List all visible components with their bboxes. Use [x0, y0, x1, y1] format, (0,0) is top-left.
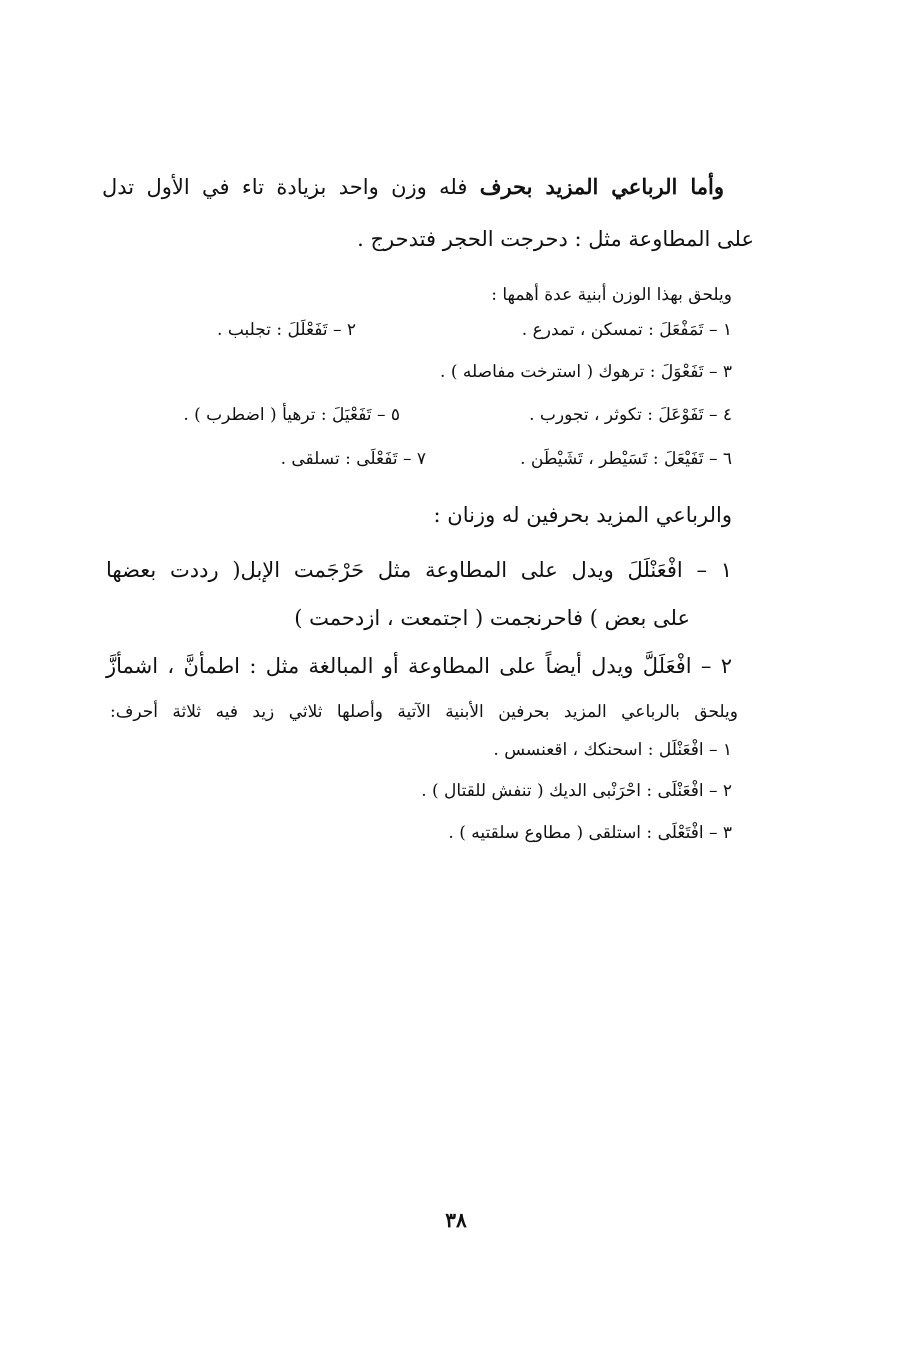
paragraph-lead-rest: فله وزن واحد بزيادة تاء في الأول تدل: [102, 175, 480, 199]
list1-item-1: ١ – تَمَفْعَلَ : تمسكن ، تمدرع .: [521, 320, 732, 340]
list2-intro: ويلحق بالرباعي المزيد بحرفين الأبنية الآتية وأصلها ثلاثي زيد فيه ثلاثة أحرف:: [110, 702, 738, 722]
list1-intro: ويلحق بهذا الوزن أبنية عدة أهمها :: [491, 285, 732, 305]
paragraph-line-2: على المطاوعة مثل : دحرجت الحجر فتدحرج .: [357, 227, 754, 251]
list1-item-5: ٥ – تَفَعْيَلَ : ترهيأ ( اضطرب ) .: [183, 405, 400, 425]
paragraph2-item-1-line-2: على بعض ) فاحرنجمت ( اجتمعت ، ازدحمت ): [294, 606, 690, 630]
list2-item-3: ٣ – افْتَعْلَى : استلقى ( مطاوع سلقتيه ) .: [448, 823, 732, 843]
list1-item-3: ٣ – تَفَعْوَلَ : ترهوك ( استرخت مفاصله ) .: [440, 362, 732, 382]
list1-item-4: ٤ – تَفَوْعَلَ : تكوثر ، تجورب .: [529, 405, 732, 425]
paragraph2-item-2: ٢ – افْعَلَلَّ ويدل أيضاً على المطاوعة أو المبالغة مثل : اطمأنَّ ، اشمأزَّ: [106, 654, 732, 678]
paragraph-line-1-wrap: [102, 176, 724, 198]
page-number: ٣٨: [445, 1208, 467, 1232]
list2-item-1: ١ – افْعَنْلَل : اسحنكك ، اقعنسس .: [493, 740, 732, 760]
list1-item-2: ٢ – تَفَعْلَلَ : تجلبب .: [217, 320, 356, 340]
list1-item-6: ٦ – تَفَيْعَلَ : تَسَيْطر ، تَشَيْطَن .: [520, 449, 732, 469]
list1-item-7: ٧ – تَفَعْلَى : تسلقى .: [280, 449, 426, 469]
list2-item-2: ٢ – افْعَنْلَى : احْرَنْبى الديك ( تنفش للقتال ) .: [421, 781, 732, 801]
paragraph2-heading: والرباعي المزيد بحرفين له وزنان :: [433, 503, 732, 527]
paragraph2-item-1-line-1: ١ – افْعَنْلَلَ ويدل على المطاوعة مثل حَرْجَمت الإبل( رددت بعضها: [106, 558, 732, 582]
paragraph-lead-bold: وأما الرباعي المزيد بحرف: [479, 174, 724, 199]
